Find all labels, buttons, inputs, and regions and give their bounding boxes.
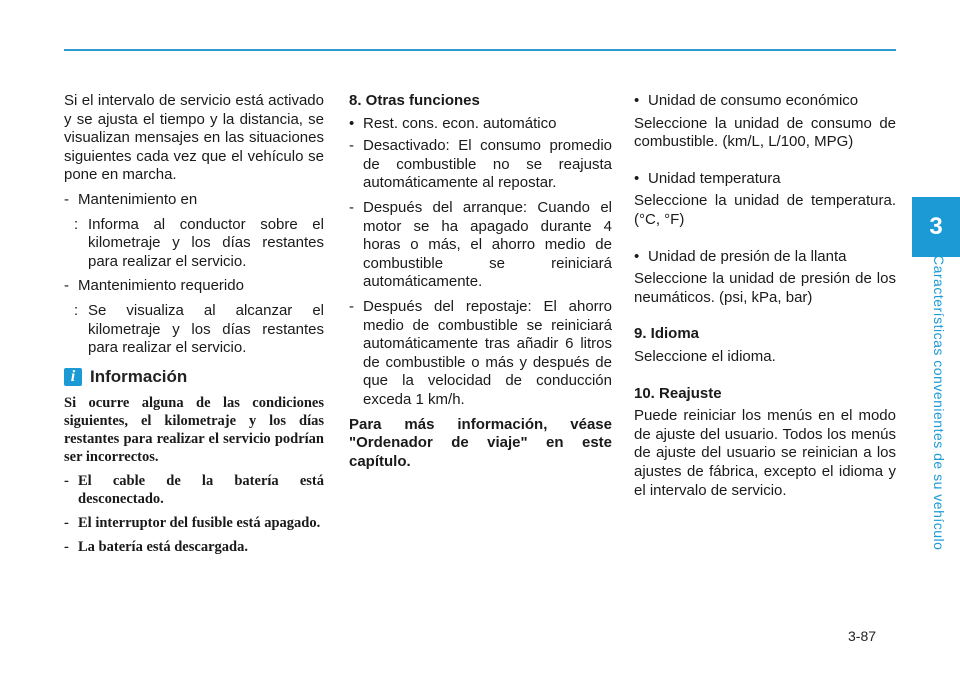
column-2: [349, 92, 612, 475]
bullet-text: Rest. cons. econ. automático: [363, 114, 557, 132]
dash-marker: -: [64, 277, 69, 295]
bullet-marker: •: [634, 169, 640, 187]
bullet-item: [634, 170, 896, 189]
info-list-text: La batería está descargada.: [78, 539, 248, 556]
info-heading: [64, 368, 324, 387]
chapter-number: 3: [929, 213, 943, 240]
chapter-tab: [912, 197, 960, 257]
chapter-title-text: Características convenientes de su vehículo: [931, 255, 947, 551]
sub-item-text: Se visualiza al alcanzar el kilometraje y los días restantes para realizar el servicio.: [88, 301, 324, 357]
sub-item: [74, 302, 324, 358]
dash-marker: -: [64, 539, 69, 556]
section-heading: 10. Reajuste: [634, 384, 722, 402]
info-list-text: El cable de la batería está desconectado.: [78, 473, 324, 508]
list-item-text: Después del repostaje: El ahorro medio de combustible se reiniciará automáticamente tras añadir 6 litros de combustible o más y después de que la velocidad de conducción exceda 1 km/h.: [363, 297, 612, 408]
colon-marker: :: [74, 301, 79, 319]
intro-paragraph: Si el intervalo de servicio está activado y se ajusta el tiempo y la distancia, se visualizan mensajes en las situaciones siguientes cada vez que el vehículo se pone en marcha.: [64, 92, 324, 184]
list-item: [349, 298, 612, 410]
info-list-item: [64, 538, 324, 556]
list-item: [64, 277, 324, 296]
setting-description: Seleccione la unidad de consumo de combustible. (km/L, L/100, MPG): [634, 114, 896, 151]
info-text: Si ocurre alguna de las condiciones siguientes, el kilometraje y los días restantes para realizar el servicio podrían ser incorrectos.: [64, 395, 324, 466]
dash-marker: -: [349, 198, 354, 216]
setting-description: Seleccione la unidad de presión de los neumáticos. (psi, kPa, bar): [634, 270, 896, 306]
bullet-item: [634, 92, 896, 111]
dash-marker: -: [349, 137, 354, 155]
column-3: [634, 92, 896, 506]
section-text: Puede reiniciar los menús en el modo de ajuste del usuario. Todos los menús de ajuste del usuario se reinician a los ajustes de fábrica, excepto el idioma y el intervalo de servicio.: [634, 407, 896, 499]
list-item-label: Mantenimiento en: [78, 190, 198, 208]
bullet-item: [634, 248, 896, 267]
bullet-text: Unidad temperatura: [648, 169, 781, 187]
bullet-text: Unidad de consumo económico: [648, 92, 859, 109]
bullet-marker: •: [634, 92, 640, 109]
sub-item-text: Informa al conductor sobre el kilometraje y los días restantes para realizar el servicio.: [88, 215, 324, 270]
setting-description: Seleccione la unidad de temperatura. (°C, °F): [634, 192, 896, 228]
info-icon: i: [64, 368, 82, 386]
reference-note: Para más información, véase "Ordenador de viaje" en este capítulo.: [349, 415, 612, 470]
dash-marker: -: [64, 515, 69, 532]
bullet-marker: •: [349, 114, 355, 132]
info-list-text: El interruptor del fusible está apagado.: [78, 515, 321, 532]
column-1: [64, 92, 324, 562]
list-item-text: Desactivado: El consumo promedio de combustible no se reajusta automáticamente al repostar.: [363, 137, 612, 192]
list-item: [349, 137, 612, 193]
list-item: [349, 199, 612, 292]
section-text: Seleccione el idioma.: [634, 347, 776, 365]
info-list-item: [64, 514, 324, 532]
header-rule: [64, 49, 896, 51]
bullet-item: [349, 115, 612, 134]
section-heading: 9. Idioma: [634, 325, 700, 343]
bullet-text: Unidad de presión de la llanta: [648, 247, 847, 265]
bullet-marker: •: [634, 247, 640, 265]
list-item: [64, 191, 324, 210]
dash-marker: -: [64, 473, 69, 490]
dash-marker: -: [64, 190, 69, 208]
colon-marker: :: [74, 215, 79, 233]
section-heading: 8. Otras funciones: [349, 92, 480, 109]
info-title: Información: [90, 366, 188, 386]
dash-marker: -: [349, 297, 354, 315]
page-number: 3-87: [848, 628, 877, 644]
info-list-item: [64, 472, 324, 508]
list-item-label: Mantenimiento requerido: [78, 277, 244, 295]
list-item-text: Después del arranque: Cuando el motor se ha apagado durante 4 horas o más, el ahorro medio de combustible se reiniciará automáticamente.: [363, 198, 612, 291]
sub-item: [74, 216, 324, 272]
